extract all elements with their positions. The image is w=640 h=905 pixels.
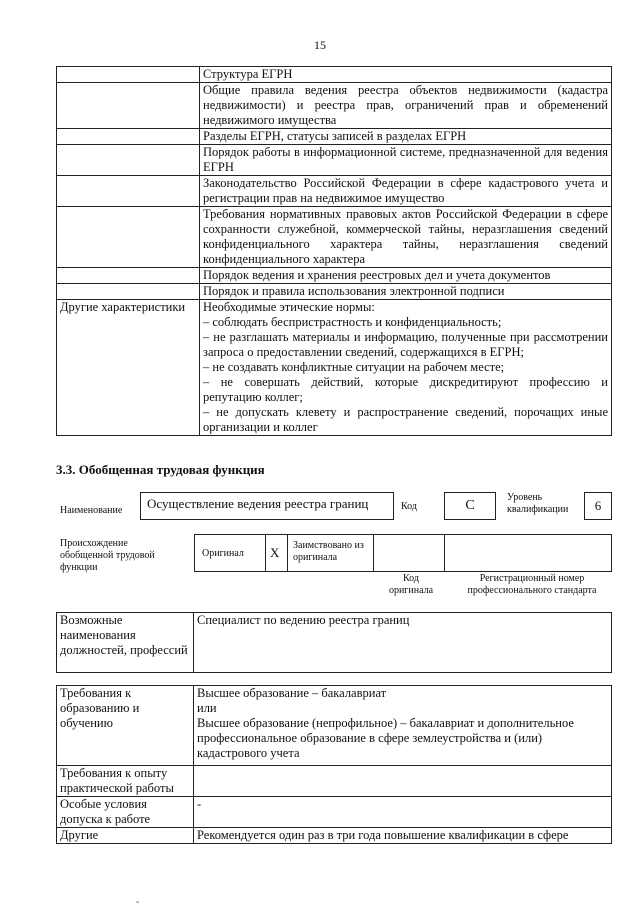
requirement-label: Особые условия допуска к работе	[57, 797, 194, 828]
table-row	[57, 207, 612, 268]
table-row	[57, 766, 612, 797]
footer-mark: ˷	[136, 893, 139, 903]
content-line: – не допускать клевету и распространение сведений, порочащих иные организации и коллег	[203, 405, 608, 434]
job-titles-table	[56, 612, 612, 673]
content-line: Общие правила ведения реестра объектов недвижимости (кадастра недвижимости) и реестра прав, ограничений прав и обременений недвижимого имущества	[203, 83, 608, 127]
origin-divider	[265, 534, 266, 572]
table-row	[57, 268, 612, 284]
origin-divider	[444, 534, 445, 572]
requirement-label: Требования к образованию и обучению	[57, 686, 194, 766]
table-row	[57, 67, 612, 83]
row-content	[200, 207, 612, 268]
row-content	[200, 300, 612, 436]
content-line: -	[197, 797, 202, 811]
requirement-label: Требования к опыту практической работы	[57, 766, 194, 797]
content-line: Рекомендуется один раз в три года повышение квалификации в сфере	[197, 828, 569, 842]
requirement-value	[194, 828, 612, 844]
table-row	[57, 797, 612, 828]
content-line: Порядок работы в информационной системе, предназначенной для ведения ЕГРН	[203, 145, 608, 174]
requirement-label: Другие	[57, 828, 194, 844]
row-content	[200, 67, 612, 83]
row-label	[57, 268, 200, 284]
requirement-value	[194, 766, 612, 797]
page-number: 15	[314, 38, 326, 52]
content-line: Законодательство Российской Федерации в сфере кадастрового учета и регистрации прав на недвижимое имущество	[203, 176, 608, 205]
content-line: Необходимые этические нормы:	[203, 300, 375, 314]
name-value-box	[140, 492, 394, 520]
job-titles-label: Возможные наименования должностей, профессий	[57, 613, 194, 673]
content-line: Разделы ЕГРН, статусы записей в разделах ЕГРН	[203, 129, 467, 143]
row-label	[57, 176, 200, 207]
original-label: Оригинал	[202, 548, 244, 559]
level-value: 6	[584, 492, 612, 520]
content-line: или	[197, 701, 217, 715]
row-content	[200, 268, 612, 284]
job-titles-value: Специалист по ведению реестра границ	[194, 613, 612, 673]
borrowed-label: Заимствовано из оригинала	[293, 540, 364, 563]
content-line: Порядок ведения и хранения реестровых дел и учета документов	[203, 268, 551, 282]
competency-table	[56, 66, 612, 436]
requirements-table	[56, 685, 612, 844]
requirement-value	[194, 686, 612, 766]
content-line: – не совершать действий, которые дискредитируют профессию и репутацию коллег;	[203, 375, 608, 404]
table-row	[57, 828, 612, 844]
original-mark: X	[270, 545, 280, 560]
code-original-label: Код оригинала	[388, 573, 434, 596]
table-row	[57, 83, 612, 129]
reg-number-label: Регистрационный номер профессионального стандарта	[467, 573, 597, 596]
content-line: Высшее образование (непрофильное) – бакалавриат и дополнительное профессиональное образование в сфере землеустройства и (или) кадастрового учета	[197, 716, 574, 760]
row-content	[200, 176, 612, 207]
row-label	[57, 284, 200, 300]
row-label	[57, 83, 200, 129]
section-heading: 3.3. Обобщенная трудовая функция	[56, 462, 265, 477]
row-label	[57, 129, 200, 145]
table-row	[57, 145, 612, 176]
table-row	[57, 129, 612, 145]
row-label	[57, 67, 200, 83]
row-label	[57, 145, 200, 176]
content-line: – не создавать конфликтные ситуации на рабочем месте;	[203, 360, 505, 374]
row-label: Другие характеристики	[57, 300, 200, 436]
origin-box	[194, 534, 612, 572]
code-label: Код	[401, 501, 417, 512]
content-line: – соблюдать беспристрастность и конфиденциальность;	[203, 315, 502, 329]
origin-divider	[373, 534, 374, 572]
row-content	[200, 145, 612, 176]
requirement-value	[194, 797, 612, 828]
row-label	[57, 207, 200, 268]
table-row	[57, 300, 612, 436]
table-row	[57, 176, 612, 207]
origin-label: Происхождение обобщенной трудовой функции	[60, 538, 155, 573]
level-label: Уровень квалификации	[507, 492, 569, 515]
table-row	[57, 284, 612, 300]
row-content	[200, 83, 612, 129]
row-content	[200, 284, 612, 300]
content-line: Требования нормативных правовых актов Российской Федерации в сфере сохранности служебной, коммерческой тайны, неразглашения сведений конфиденциального характера тайны, неразглашения сведений конфиденциального характера	[203, 207, 608, 266]
code-value: С	[444, 492, 496, 520]
row-content	[200, 129, 612, 145]
name-label: Наименование	[60, 505, 123, 516]
content-line: Высшее образование – бакалавриат	[197, 686, 387, 700]
table-row	[57, 686, 612, 766]
name-value: Осуществление ведения реестра границ	[147, 496, 369, 511]
content-line: Структура ЕГРН	[203, 67, 293, 81]
content-line: Порядок и правила использования электронной подписи	[203, 284, 505, 298]
origin-divider	[287, 534, 288, 572]
content-line: – не разглашать материалы и информацию, полученные при рассмотрении запроса о предоставлении сведений, содержащихся в ЕГРН;	[203, 330, 608, 359]
